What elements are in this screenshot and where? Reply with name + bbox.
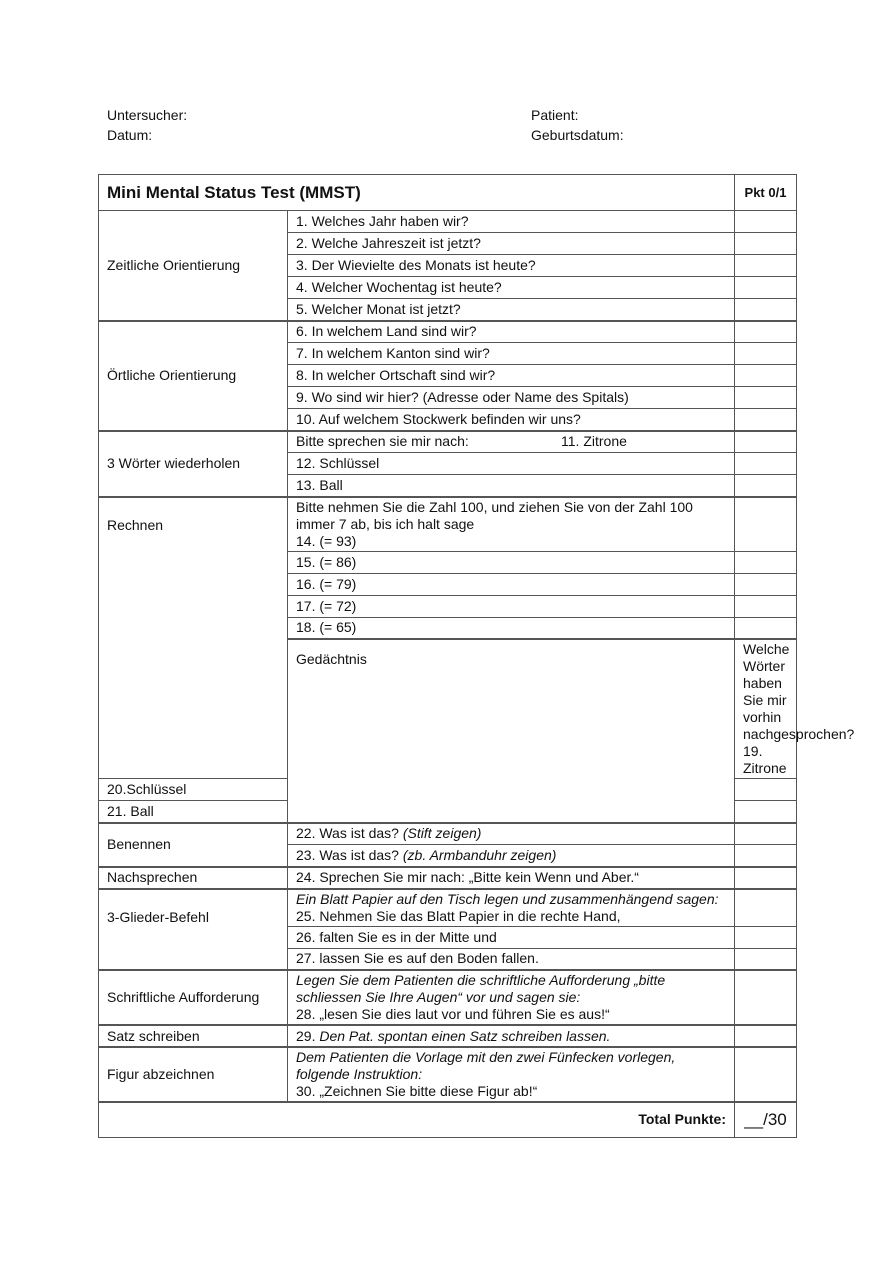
question-29-text: Den Pat. spontan einen Satz schreiben lassen. xyxy=(319,1027,611,1044)
birthdate-label: Geburtsdatum: xyxy=(531,127,624,143)
category-command: 3-Glieder-Befehl xyxy=(99,889,288,971)
patient-block xyxy=(531,105,624,145)
category-naming: Benennen xyxy=(99,823,288,867)
points-cell-12[interactable] xyxy=(735,453,797,475)
table-row xyxy=(99,431,797,453)
question-28-cell xyxy=(288,970,735,1025)
table-row xyxy=(99,970,797,1025)
category-repeat-words: 3 Wörter wiederholen xyxy=(99,431,288,497)
question-26: 26. falten Sie es in der Mitte und xyxy=(288,926,735,948)
question-15: 15. (= 86) xyxy=(288,551,735,573)
points-cell-18[interactable] xyxy=(735,617,797,639)
question-29 xyxy=(288,1025,735,1047)
points-cell-28[interactable] xyxy=(735,970,797,1025)
question-18: 18. (= 65) xyxy=(288,617,735,639)
points-cell-20[interactable] xyxy=(735,779,797,801)
command-intro-text: Ein Blatt Papier auf den Tisch legen und zusammenhängend sagen: xyxy=(296,890,719,907)
points-cell-14[interactable] xyxy=(735,497,797,552)
points-cell-5[interactable] xyxy=(735,299,797,321)
date-label: Datum: xyxy=(107,127,153,143)
question-30: 30. „Zeichnen Sie bitte diese Figur ab!“ xyxy=(296,1083,538,1099)
points-cell-25[interactable] xyxy=(735,889,797,927)
category-calc: Rechnen xyxy=(99,497,288,779)
points-cell-8[interactable] xyxy=(735,365,797,387)
question-16: 16. (= 79) xyxy=(288,573,735,595)
question-23-hint: (zb. Armbanduhr zeigen) xyxy=(402,846,557,863)
points-cell-22[interactable] xyxy=(735,823,797,845)
memory-intro: Welche Wörter haben Sie mir vorhin nachgesprochen? xyxy=(743,641,855,742)
examiner-label: Untersucher: xyxy=(107,107,188,123)
question-22-hint: (Stift zeigen) xyxy=(402,825,482,842)
category-sentence: Satz schreiben xyxy=(99,1025,288,1047)
points-cell-21[interactable] xyxy=(735,801,797,823)
question-25: 25. Nehmen Sie das Blatt Papier in die rechte Hand, xyxy=(296,907,621,924)
points-cell-4[interactable] xyxy=(735,277,797,299)
points-cell-1[interactable] xyxy=(735,211,797,233)
question-2: 2. Welche Jahreszeit ist jetzt? xyxy=(288,233,735,255)
written-intro-text: Legen Sie dem Patienten die schriftliche Aufforderung „bitte schliessen Sie Ihre Augen“ vor und sagen sie: xyxy=(296,972,666,1005)
total-value[interactable]: __/30 xyxy=(735,1102,797,1137)
question-6: 6. In welchem Land sind wir? xyxy=(288,321,735,343)
table-row xyxy=(99,867,797,889)
patient-label: Patient: xyxy=(531,107,579,123)
total-label: Total Punkte: xyxy=(99,1102,735,1137)
table-row xyxy=(99,321,797,343)
points-cell-13[interactable] xyxy=(735,475,797,497)
question-21: 21. Ball xyxy=(99,801,288,823)
question-14: 14. (= 93) xyxy=(296,532,357,549)
category-written: Schriftliche Aufforderung xyxy=(99,970,288,1025)
points-cell-30[interactable] xyxy=(735,1047,797,1102)
category-memory: Gedächtnis xyxy=(288,639,735,823)
category-repeat: Nachsprechen xyxy=(99,867,288,889)
command-intro xyxy=(296,891,726,908)
table-row xyxy=(99,497,797,552)
question-13: 13. Ball xyxy=(288,475,735,497)
figure-intro-text: Dem Patienten die Vorlage mit den zwei Fünfecken vorlegen, folgende Instruktion: xyxy=(296,1049,676,1082)
question-11-cell xyxy=(288,431,735,453)
written-intro xyxy=(296,972,726,1006)
question-8: 8. In welcher Ortschaft sind wir? xyxy=(288,365,735,387)
figure-intro xyxy=(296,1049,726,1083)
points-cell-17[interactable] xyxy=(735,595,797,617)
question-3: 3. Der Wievielte des Monats ist heute? xyxy=(288,255,735,277)
category-place: Örtliche Orientierung xyxy=(99,321,288,431)
question-27: 27. lassen Sie es auf den Boden fallen. xyxy=(288,948,735,970)
category-figure: Figur abzeichnen xyxy=(99,1047,288,1102)
points-cell-26[interactable] xyxy=(735,926,797,948)
question-23 xyxy=(288,845,735,867)
title-row xyxy=(99,175,797,211)
table-row xyxy=(99,1025,797,1047)
table-title: Mini Mental Status Test (MMST) xyxy=(99,175,735,211)
question-23-text: 23. Was ist das? xyxy=(296,846,399,863)
question-20: 20.Schlüssel xyxy=(99,779,288,801)
question-30-cell xyxy=(288,1047,735,1102)
question-14-cell xyxy=(288,497,735,552)
points-cell-7[interactable] xyxy=(735,343,797,365)
points-cell-16[interactable] xyxy=(735,573,797,595)
points-cell-27[interactable] xyxy=(735,948,797,970)
question-12: 12. Schlüssel xyxy=(288,453,735,475)
examiner-block xyxy=(107,105,187,145)
question-9: 9. Wo sind wir hier? (Adresse oder Name des Spitals) xyxy=(288,387,735,409)
points-cell-9[interactable] xyxy=(735,387,797,409)
question-25-cell xyxy=(288,889,735,927)
question-4: 4. Welcher Wochentag ist heute? xyxy=(288,277,735,299)
table-row xyxy=(99,211,797,233)
points-cell-6[interactable] xyxy=(735,321,797,343)
question-22 xyxy=(288,823,735,845)
question-11: 11. Zitrone xyxy=(561,433,627,450)
question-5: 5. Welcher Monat ist jetzt? xyxy=(288,299,735,321)
question-17: 17. (= 72) xyxy=(288,595,735,617)
table-row xyxy=(99,1047,797,1102)
question-24: 24. Sprechen Sie mir nach: „Bitte kein Wenn und Aber.“ xyxy=(288,867,735,889)
points-cell-10[interactable] xyxy=(735,409,797,431)
repeat-intro: Bitte sprechen sie mir nach: xyxy=(296,433,469,450)
question-29-number: 29. xyxy=(296,1027,316,1044)
category-time: Zeitliche Orientierung xyxy=(99,211,288,321)
question-1: 1. Welches Jahr haben wir? xyxy=(288,211,735,233)
question-7: 7. In welchem Kanton sind wir? xyxy=(288,343,735,365)
points-cell-23[interactable] xyxy=(735,845,797,867)
points-cell-15[interactable] xyxy=(735,551,797,573)
total-row xyxy=(99,1102,797,1137)
question-10: 10. Auf welchem Stockwerk befinden wir uns? xyxy=(288,409,735,431)
mmst-table xyxy=(98,174,855,1138)
question-28: 28. „lesen Sie dies laut vor und führen Sie es aus!“ xyxy=(296,1006,610,1022)
question-22-text: 22. Was ist das? xyxy=(296,825,399,842)
question-19: 19. Zitrone xyxy=(743,743,787,776)
points-cell-11[interactable] xyxy=(735,431,797,453)
table-row xyxy=(99,823,797,845)
points-cell-2[interactable] xyxy=(735,233,797,255)
points-header: Pkt 0/1 xyxy=(735,175,797,211)
points-cell-3[interactable] xyxy=(735,255,797,277)
points-cell-29[interactable] xyxy=(735,1025,797,1047)
question-19-cell xyxy=(735,639,855,779)
table-row xyxy=(99,889,797,927)
calc-intro: Bitte nehmen Sie die Zahl 100, und ziehen Sie von der Zahl 100 immer 7 ab, bis ich halt sage xyxy=(296,498,693,532)
points-cell-24[interactable] xyxy=(735,867,797,889)
